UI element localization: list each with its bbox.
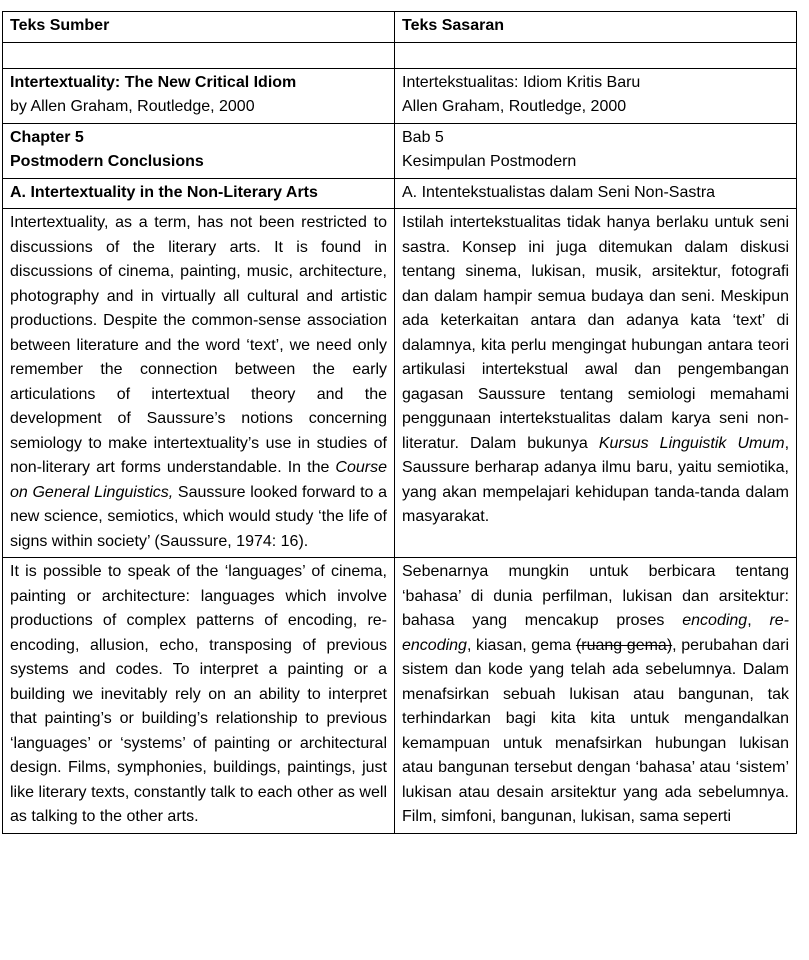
p1-source-text-b: Saussure looked forward to a new science, semiotics, which would study ‘the life of signs within society’ (Saussure, 1974: 16). [10,483,388,550]
p1-source-text-a: Intertextuality, as a term, has not been restricted to discussions of the literary arts. It is found in discussions of cinema, painting, music, architecture, photography and in virtually all cultural and artistic productions. Despite the common-sense association between literature and the word ‘text’, we need only remember the connection between the early articulations of intertextual theory and the development of Saussure’s notions concerning semiology to make intertextuality’s use in studies of non-literary art forms understandable. In the [10,214,387,476]
p1-source-book-title: Course on General Linguistics, [10,459,387,501]
paragraph-row-2 [3,558,797,834]
p2-target-strikethrough: (ruang gema) [575,636,673,654]
p1-target-text-a: Istilah intertekstualitas tidak hanya berlaku untuk seni sastra. Konsep ini juga ditemukan dalam diskusi tentang sinema, lukisan, musik, arsitektur, fotografi dan dalam hampir semua budaya dan seni. Meskipun ada keterkaitan antara dan adanya kata ‘text’ di dalamnya, kita perlu mengingat hubungan antara teori artikulasi intertekstual awal dan pengembangan gagasan Saussure tentang semiologi memahami penggunaan intertekstualitas dalam karya seni non-literatur. Dalam bukunya [402,214,789,452]
target-book-title: Intertekstualitas: Idiom Kritis Baru [402,73,641,91]
p2-target-separator: , [747,612,770,629]
paragraph-1-target [395,209,797,558]
title-source-cell [3,68,395,123]
header-row [3,12,797,43]
title-target-cell [395,68,797,123]
p2-target-text-c: , perubahan dari sistem dan kode yang telah ada sebelumnya. Dalam menafsirkan sebuah lukisan atau bangunan, tak terhindarkan bagi kita kita untuk mengandalkan kemampuan untuk menafsirkan hubungan lukisan atau bangunan tersebut dengan ‘bahasa’ atau ‘sistem’ lukisan atau desain arsitektur yang ada sebelumnya. Film, simfoni, bangunan, lukisan, sama seperti [402,636,790,825]
target-book-author: Allen Graham, Routledge, 2000 [402,98,627,115]
p2-target-italic-encoding: encoding [682,612,748,629]
source-book-title: Intertextuality: The New Critical Idiom [10,73,297,91]
paragraph-2-source: It is possible to speak of the ‘languages’ of cinema, painting or architecture: languages which involve productions of complex patterns of encoding, re-encoding, allusion, echo, transposing of previous systems and codes. To interpret a painting or a building we inevitably rely on an ability to interpret that painting’s or building’s relationship to previous ‘languages’ or ‘systems’ of painting or architectural design. Films, symphonies, buildings, paintings, just like literary texts, constantly talk to each other as well as talking to the other arts. [3,558,395,834]
source-chapter-number: Chapter 5 [10,128,84,146]
title-row [3,68,797,123]
paragraph-2-target [395,558,797,834]
section-target-heading: A. Intentekstualistas dalam Seni Non-Sastra [395,178,797,209]
paragraph-row-1 [3,209,797,558]
header-target: Teks Sasaran [395,12,797,43]
p1-target-book-title: Kursus Linguistik Umum [598,434,785,452]
section-source-heading: A. Intertextuality in the Non-Literary Arts [3,178,395,209]
empty-cell-target [395,42,797,68]
section-row [3,178,797,209]
empty-cell-source [3,42,395,68]
target-chapter-number: Bab 5 [402,128,444,146]
target-chapter-name: Kesimpulan Postmodern [402,153,577,170]
translation-table [2,11,797,834]
paragraph-1-source [3,209,395,558]
chapter-source-cell [3,123,395,178]
source-chapter-name: Postmodern Conclusions [10,153,204,170]
source-book-author: by Allen Graham, Routledge, 2000 [10,98,255,115]
chapter-target-cell [395,123,797,178]
chapter-row [3,123,797,178]
p2-target-text-a: Sebenarnya mungkin untuk berbicara tentang ‘bahasa’ di dunia perfilman, lukisan dan arsitektur: bahasa yang mencakup proses [402,563,789,629]
p2-target-text-b: , kiasan, gema [466,636,576,654]
empty-row [3,42,797,68]
p2-target-italic-reencoding: re-encoding [402,612,790,654]
header-source: Teks Sumber [3,12,395,43]
p1-target-text-b: , Saussure berharap adanya ilmu baru, yaitu semiotika, yang akan mempelajari kehidupan tanda-tanda dalam masyarakat. [402,434,790,525]
